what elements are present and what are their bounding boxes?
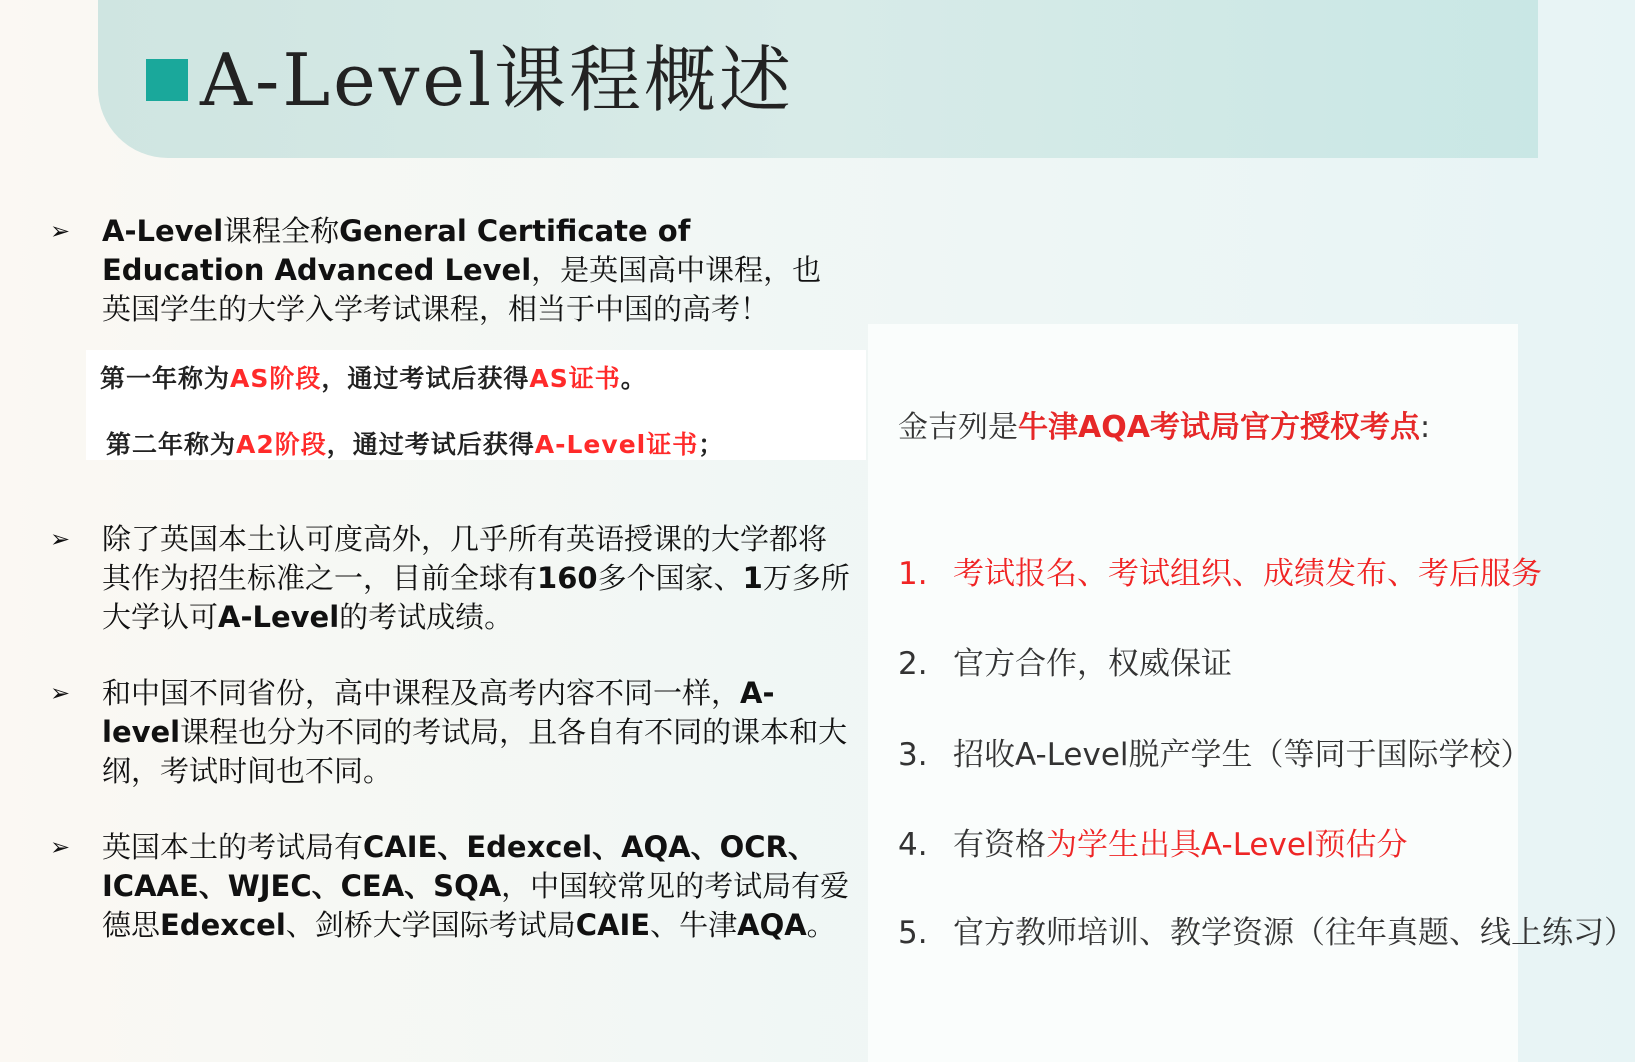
stage2-text-3: ； [698, 430, 725, 459]
bullet4-text-3: 、剑桥大学国际考试局 [285, 908, 576, 942]
arrow-bullet-icon: ➢ [50, 525, 71, 553]
stage1-red-2: AS证书 [529, 364, 621, 393]
service-text: 官方合作，权威保证 [953, 646, 1232, 682]
stage1-red-1: AS阶段 [230, 364, 322, 393]
bullet-text-2 [102, 520, 850, 637]
service-text: 招收A-Level脱产学生（等同于国际学校） [953, 737, 1532, 773]
bullet2-text-4: 的考试成绩。 [339, 600, 514, 634]
bullet1-text-1: 课程全称 [223, 214, 340, 248]
service-text: 官方教师培训、教学资源（往年真题、线上练习） [953, 915, 1635, 951]
service-text: 考试报名、考试组织、成绩发布、考后服务 [953, 556, 1542, 592]
bullet-item-3 [50, 674, 850, 791]
stage1-text-2: ，通过考试后获得 [321, 364, 530, 393]
bullet-text-1 [102, 212, 850, 329]
bullet2-bold-2: 1 [742, 561, 763, 595]
center-intro [898, 402, 1430, 446]
service-highlight: 为学生出具A-Level预估分 [1046, 827, 1408, 863]
bullet4-text-2: ，中国较常见的考试局有爱德思 [102, 869, 850, 942]
stage2-text-2: ，通过考试后获得 [326, 430, 535, 459]
stage-line-1 [100, 359, 647, 395]
service-item-2 [898, 638, 1232, 683]
stage2-red-2: A-Level证书 [534, 430, 699, 459]
bullet3-text-2: 课程也分为不同的考试局，且各自有不同的课本和大纲，考试时间也不同。 [102, 715, 848, 788]
bullet2-text-2: 多个国家、 [597, 561, 743, 595]
bullet-item-4 [50, 828, 850, 945]
bullet1-text-2: ，是英国高中课程，也英国学生的大学入学考试课程，相当于中国的高考！ [102, 253, 822, 326]
bullet2-bold-1: 160 [537, 561, 598, 595]
service-item-4 [898, 819, 1408, 864]
arrow-bullet-icon: ➢ [50, 679, 71, 707]
service-text: 有资格 [953, 827, 1046, 863]
page-title: A-Level课程概述 [200, 38, 795, 122]
bullet2-bold-3: A-Level [218, 600, 340, 634]
arrow-bullet-icon: ➢ [50, 833, 71, 861]
service-item-1 [898, 548, 1542, 593]
bullet3-bold-1: A-level [102, 676, 775, 749]
service-number: 4. [898, 827, 928, 863]
bullet4-text-4: 、牛津 [650, 908, 738, 942]
bullet-text-4 [102, 828, 850, 945]
stage-line-2 [106, 425, 724, 461]
bullet4-bold-1: CAIE、Edexcel、AQA、OCR、ICAAE、WJEC、CEA、SQA [102, 830, 817, 903]
service-number: 2. [898, 646, 928, 682]
bullet2-text-1: 除了英国本土认可度高外，几乎所有英语授课的大学都将其作为招生标准之一，目前全球有 [102, 522, 828, 595]
service-item-5 [898, 907, 1635, 952]
bullet1-bold-2: General Certificate of Education Advanced Level [102, 214, 691, 287]
intro-text-2: : [1419, 410, 1431, 445]
bullet2-text-3: 万多所大学认可 [102, 561, 850, 634]
bullet1-bold-1: A-Level [102, 214, 224, 248]
stage1-text-3: 。 [620, 364, 647, 393]
title-square-icon [146, 59, 188, 101]
bullet4-text-5: 。 [806, 908, 836, 942]
bullet-text-3 [102, 674, 850, 791]
bullet4-text-1: 英国本土的考试局有 [102, 830, 364, 864]
arrow-bullet-icon: ➢ [50, 217, 71, 245]
stage2-red-1: A2阶段 [236, 430, 327, 459]
service-number: 5. [898, 915, 928, 951]
bullet4-bold-3: CAIE [575, 908, 651, 942]
service-item-3 [898, 729, 1532, 774]
intro-text-1: 金吉列是 [898, 410, 1018, 445]
bullet-item-2 [50, 520, 850, 637]
stage1-text-1: 第一年称为 [100, 364, 231, 393]
bullet3-text-1: 和中国不同省份，高中课程及高考内容不同一样， [102, 676, 741, 710]
bullet4-bold-4: AQA [737, 908, 807, 942]
service-number: 1. [898, 556, 928, 592]
stage2-text-1: 第二年称为 [106, 430, 237, 459]
service-number: 3. [898, 737, 928, 773]
bullet4-bold-2: Edexcel [160, 908, 286, 942]
intro-highlight: 牛津AQA考试局官方授权考点 [1018, 410, 1420, 445]
bullet-item-1 [50, 212, 850, 329]
